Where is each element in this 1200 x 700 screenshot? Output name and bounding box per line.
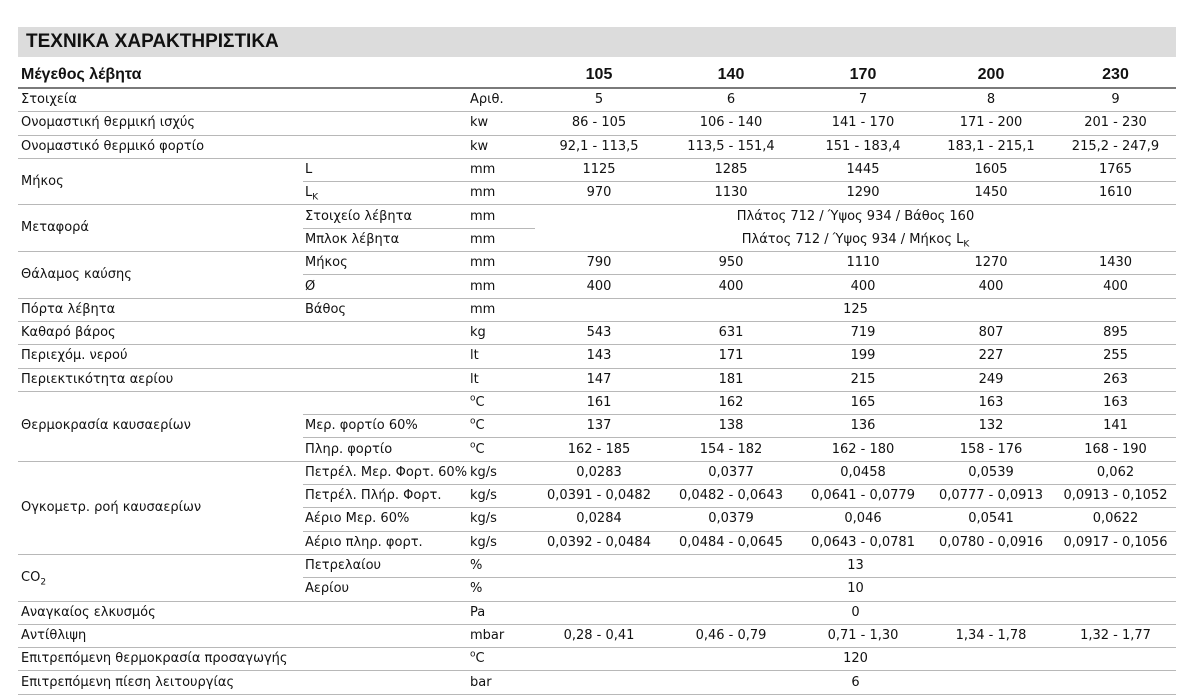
table-cell: 163 [927,391,1055,414]
row-label: Καθαρό βάρος [18,321,303,344]
table-cell: 1605 [927,158,1055,181]
row-sublabel: $L_K$ [303,182,468,205]
table-cell: 120 [535,648,1176,671]
table-cell: 0,0283 [535,461,663,484]
header-label: Μέγεθος λέβητα [18,63,303,88]
table-cell: 7 [799,88,927,112]
table-cell: 400 [535,275,663,298]
table-cell: 158 - 176 [927,438,1055,461]
table-cell: 255 [1055,345,1176,368]
table-cell: 215,2 - 247,9 [1055,135,1176,158]
table-cell: 147 [535,368,663,391]
table-cell: 6 [663,88,799,112]
table-cell: 0,71 - 1,30 [799,624,927,647]
table-cell: 10 [535,578,1176,601]
table-cell: 162 - 185 [535,438,663,461]
row-sublabel: Πετρέλ. Πλήρ. Φορτ. [303,485,468,508]
row-sublabel: Πετρέλ. Μερ. Φορτ. 60% [303,461,468,484]
table-cell: 141 - 170 [799,112,927,135]
row-unit: mm [468,275,535,298]
row-label: Επιτρεπόμενη πίεση λειτουργίας [18,671,303,694]
table-row [18,671,1176,694]
table-cell: Πλάτος 712 / Ύψος 934 / Μήκος $L_K$ [535,228,1176,251]
table-cell: 92,1 - 113,5 [535,135,663,158]
table-cell: 807 [927,321,1055,344]
table-cell: 0,0391 - 0,0482 [535,485,663,508]
row-unit: kg/s [468,485,535,508]
table-cell: 0,0539 [927,461,1055,484]
table-cell: 13 [535,554,1176,577]
table-cell: 0,0484 - 0,0645 [663,531,799,554]
table-cell: 9 [1055,88,1176,112]
table-cell: 1125 [535,158,663,181]
table-cell: 0,46 - 0,79 [663,624,799,647]
table-cell: 0,0392 - 0,0484 [535,531,663,554]
table-cell: 0,0622 [1055,508,1176,531]
header-row [18,63,1176,88]
row-unit: $^o$C [468,648,535,671]
table-cell: 162 - 180 [799,438,927,461]
row-label: $CO_2$ [18,554,303,601]
row-label: Στοιχεία [18,88,303,112]
table-cell: 1445 [799,158,927,181]
table-row [18,624,1176,647]
table-cell: 1110 [799,252,927,275]
row-unit: % [468,578,535,601]
row-unit: mm [468,228,535,251]
table-cell: 0,0541 [927,508,1055,531]
row-unit: kg/s [468,531,535,554]
table-row [18,205,1176,228]
table-row [18,648,1176,671]
table-row [18,601,1176,624]
row-sublabel: Πετρελαίου [303,554,468,577]
table-cell: 0,0379 [663,508,799,531]
table-cell: 1130 [663,182,799,205]
size-header: 200 [927,63,1055,88]
table-cell: 1450 [927,182,1055,205]
table-cell: 1285 [663,158,799,181]
table-cell: 162 [663,391,799,414]
row-sublabel: Στοιχείο λέβητα [303,205,468,228]
table-cell: 895 [1055,321,1176,344]
row-unit: kw [468,135,535,158]
row-sublabel: Βάθος [303,298,468,321]
size-header: 140 [663,63,799,88]
table-cell: 165 [799,391,927,414]
row-unit: mm [468,205,535,228]
table-row [18,112,1176,135]
table-cell: 171 [663,345,799,368]
row-label: Αναγκαίος ελκυσμός [18,601,303,624]
table-cell: 227 [927,345,1055,368]
table-row [18,88,1176,112]
row-label: Μεταφορά [18,205,303,252]
table-cell: 1610 [1055,182,1176,205]
table-cell: 950 [663,252,799,275]
table-cell: 1765 [1055,158,1176,181]
table-cell: 249 [927,368,1055,391]
table-cell: 161 [535,391,663,414]
table-cell: 0,0917 - 0,1056 [1055,531,1176,554]
table-cell: 6 [535,671,1176,694]
row-sublabel: Αέριο πληρ. φορτ. [303,531,468,554]
table-cell: 171 - 200 [927,112,1055,135]
table-cell: 0,0780 - 0,0916 [927,531,1055,554]
row-unit: % [468,554,535,577]
table-row [18,252,1176,275]
table-cell: 790 [535,252,663,275]
table-cell: 0,0284 [535,508,663,531]
row-unit: $^o$C [468,438,535,461]
table-row [18,461,1176,484]
row-label: Επιτρεπόμενη θερμοκρασία προσαγωγής [18,648,303,671]
row-sublabel: L [303,158,468,181]
row-sublabel: Μήκος [303,252,468,275]
row-unit: kg/s [468,508,535,531]
row-sublabel: Πληρ. φορτίο [303,438,468,461]
table-cell: 0,28 - 0,41 [535,624,663,647]
row-sublabel: Αερίου [303,578,468,601]
row-unit: $^o$C [468,415,535,438]
row-unit: Αριθ. [468,88,535,112]
table-cell: 163 [1055,391,1176,414]
table-cell: 400 [1055,275,1176,298]
row-label: Ογκομετρ. ροή καυσαερίων [18,461,303,554]
table-cell: 143 [535,345,663,368]
table-cell: 136 [799,415,927,438]
table-row [18,321,1176,344]
table-cell: 0,0643 - 0,0781 [799,531,927,554]
table-cell: 138 [663,415,799,438]
table-cell: 141 [1055,415,1176,438]
table-cell: 181 [663,368,799,391]
table-cell: 183,1 - 215,1 [927,135,1055,158]
row-unit: lt [468,368,535,391]
table-row [18,135,1176,158]
row-unit: lt [468,345,535,368]
table-cell: 970 [535,182,663,205]
table-cell: 1270 [927,252,1055,275]
table-cell: 132 [927,415,1055,438]
table-cell: 400 [663,275,799,298]
row-sublabel: Ø [303,275,468,298]
table-row [18,345,1176,368]
row-label: Μήκος [18,158,303,205]
row-sublabel: Αέριο Μερ. 60% [303,508,468,531]
table-cell: 543 [535,321,663,344]
row-unit: mbar [468,624,535,647]
row-sublabel: Μερ. φορτίο 60% [303,415,468,438]
table-cell: 125 [535,298,1176,321]
table-cell: 263 [1055,368,1176,391]
row-label: Πόρτα λέβητα [18,298,303,321]
table-cell: 400 [927,275,1055,298]
table-cell: 0,046 [799,508,927,531]
table-cell: 0,062 [1055,461,1176,484]
size-header: 105 [535,63,663,88]
row-unit: kg [468,321,535,344]
row-unit: kg/s [468,461,535,484]
row-unit: mm [468,298,535,321]
table-cell: 215 [799,368,927,391]
table-cell: Πλάτος 712 / Ύψος 934 / Βάθος 160 [736,208,975,224]
table-cell: 201 - 230 [1055,112,1176,135]
row-unit: $^o$C [468,391,535,414]
table-cell: 1,32 - 1,77 [1055,624,1176,647]
table-row [18,158,1176,181]
table-cell: 631 [663,321,799,344]
table-row [18,298,1176,321]
table-cell: 1,34 - 1,78 [927,624,1055,647]
size-header: 170 [799,63,927,88]
row-unit: mm [468,158,535,181]
table-cell: 8 [927,88,1055,112]
section-title: ΤΕΧΝΙΚΑ ΧΑΡΑΚΤΗΡΙΣΤΙΚΑ [18,27,1176,57]
table-cell: 5 [535,88,663,112]
table-cell: 0,0482 - 0,0643 [663,485,799,508]
row-unit: Pa [468,601,535,624]
table-row [18,391,1176,414]
table-cell: 0,0777 - 0,0913 [927,485,1055,508]
table-row [18,554,1176,577]
table-cell: 1290 [799,182,927,205]
table-cell: 106 - 140 [663,112,799,135]
row-label: Περιεχόμ. νερού [18,345,303,368]
table-row [18,368,1176,391]
table-cell: 113,5 - 151,4 [663,135,799,158]
table-cell: 137 [535,415,663,438]
row-label: Αντίθλιψη [18,624,303,647]
table-cell: 0 [535,601,1176,624]
row-label: Περιεκτικότητα αερίου [18,368,303,391]
row-unit: bar [468,671,535,694]
specs-table [18,63,1176,695]
table-cell: 0,0641 - 0,0779 [799,485,927,508]
row-unit: mm [468,252,535,275]
table-cell: 151 - 183,4 [799,135,927,158]
row-unit: mm [468,182,535,205]
table-cell: 199 [799,345,927,368]
row-label: Θερμοκρασία καυσαερίων [18,391,303,461]
table-cell: 168 - 190 [1055,438,1176,461]
table-cell: 0,0377 [663,461,799,484]
table-cell: 1430 [1055,252,1176,275]
table-cell: 400 [799,275,927,298]
row-label: Ονομαστική θερμική ισχύς [18,112,303,135]
table-cell: 0,0458 [799,461,927,484]
row-label: Ονομαστικό θερμικό φορτίο [18,135,303,158]
row-unit: kw [468,112,535,135]
table-cell: 719 [799,321,927,344]
table-cell: 0,0913 - 0,1052 [1055,485,1176,508]
row-label: Θάλαμος καύσης [18,252,303,299]
table-cell: 154 - 182 [663,438,799,461]
table-cell: 86 - 105 [535,112,663,135]
size-header: 230 [1055,63,1176,88]
row-sublabel: Μπλοκ λέβητα [303,228,468,251]
